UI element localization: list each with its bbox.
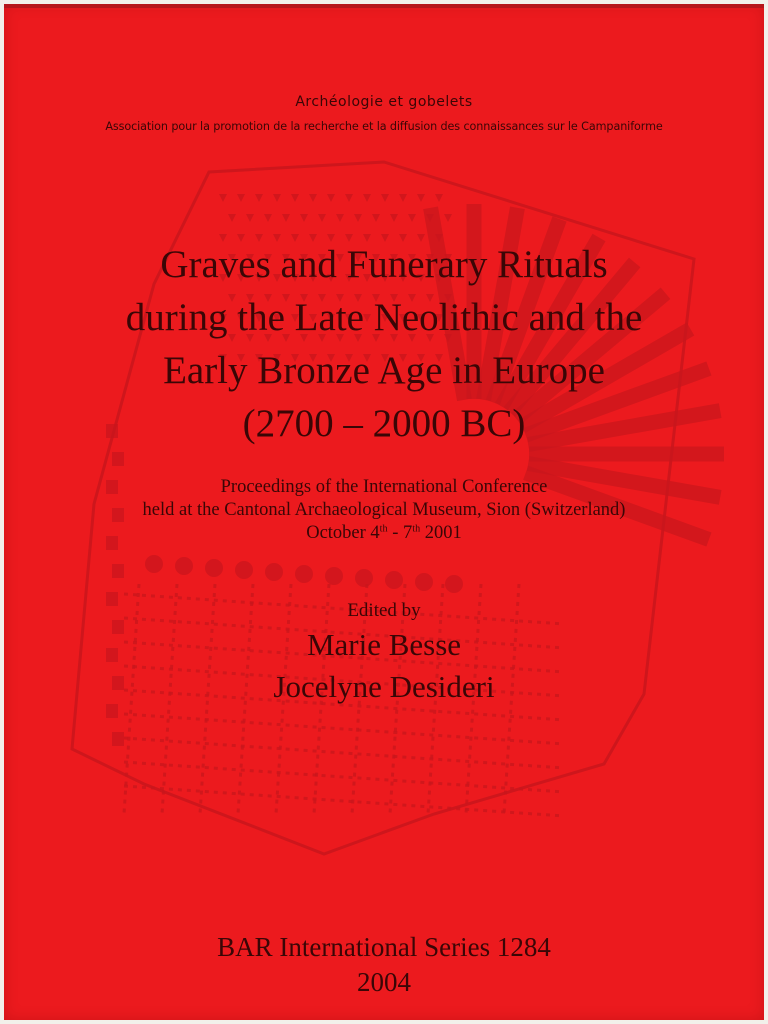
triangle-mark (372, 214, 380, 222)
semicircle-mark (235, 561, 253, 579)
triangle-mark (363, 194, 371, 202)
grid-line (124, 762, 564, 792)
triangle-mark (390, 214, 398, 222)
triangle-mark (327, 194, 335, 202)
triangle-mark (246, 214, 254, 222)
conference-date: October 4th - 7th 2001 (306, 523, 462, 543)
publication-series: BAR International Series 1284 (217, 932, 551, 962)
triangle-mark (282, 214, 290, 222)
triangle-mark (435, 194, 443, 202)
series-name: Archéologie et gobelets (295, 94, 473, 110)
book-cover (4, 4, 764, 1020)
triangle-mark (354, 214, 362, 222)
notch-mark (112, 732, 124, 746)
proceedings-line: Proceedings of the International Conference (220, 477, 548, 497)
semicircle-mark (415, 573, 433, 591)
triangle-mark (444, 214, 452, 222)
grid-line (124, 714, 564, 744)
triangle-mark (318, 214, 326, 222)
triangle-mark (309, 194, 317, 202)
triangle-mark (408, 214, 416, 222)
title-line: (2700 – 2000 BC) (242, 402, 526, 445)
triangle-mark (417, 194, 425, 202)
title-line: Early Bronze Age in Europe (163, 349, 605, 392)
series-description: Association pour la promotion de la recherche et la diffusion des connaissances sur le Campaniforme (105, 120, 663, 133)
semicircle-mark (325, 567, 343, 585)
publication-year: 2004 (357, 967, 411, 997)
semicircle-mark (445, 575, 463, 593)
triangle-mark (264, 214, 272, 222)
semicircle-mark (205, 559, 223, 577)
semicircle-mark (145, 555, 163, 573)
title-line: during the Late Neolithic and the (125, 296, 643, 339)
triangle-mark (381, 194, 389, 202)
triangle-mark (219, 194, 227, 202)
semicircle-mark (175, 557, 193, 575)
notch-mark (106, 704, 118, 718)
editor-name: Jocelyne Desideri (273, 669, 495, 704)
triangle-mark (237, 194, 245, 202)
proceedings-line: held at the Cantonal Archaeological Museum, Sion (Switzerland) (142, 500, 626, 520)
semicircle-mark (385, 571, 403, 589)
triangle-mark (273, 194, 281, 202)
triangle-mark (291, 194, 299, 202)
editor-name: Marie Besse (306, 627, 462, 662)
semicircle-mark (295, 565, 313, 583)
edited-by-label: Edited by (347, 600, 421, 621)
triangle-mark (399, 194, 407, 202)
title-line: Graves and Funerary Rituals (160, 243, 608, 286)
triangle-mark (255, 194, 263, 202)
triangle-mark (300, 214, 308, 222)
triangle-mark (336, 214, 344, 222)
triangle-mark (345, 194, 353, 202)
notch-mark (112, 564, 124, 578)
book-title (4, 238, 764, 450)
semicircle-mark (265, 563, 283, 581)
notch-mark (112, 452, 124, 466)
proceedings-block (4, 476, 764, 545)
grid-line (124, 738, 564, 768)
semicircle-mark (355, 569, 373, 587)
triangle-mark (228, 214, 236, 222)
